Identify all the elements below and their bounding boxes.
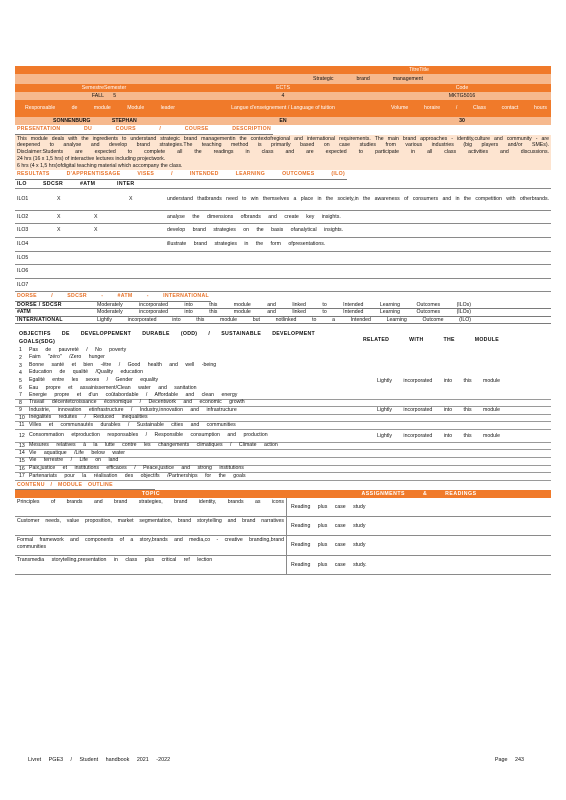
course-title: Strategic brand management bbox=[313, 76, 423, 82]
ilo-inter: X bbox=[129, 196, 133, 202]
outline-assign-label: ASSIGNMENTS & READINGS bbox=[361, 490, 477, 497]
sdg-number: 10 bbox=[19, 414, 25, 421]
presentation-body: This module deals with the ingredients to understand strategic brand managementin the contextofregional and international requirements. The main brand approaches - identity,culture and community - are deepened to analyse and develop brand strategies.The teaching method is primarily based on case studies from various industries (big players and/or SMEs). bbox=[17, 135, 549, 149]
sdg-goal-text: Vie terrestre / Life on land bbox=[29, 457, 119, 464]
sdg-item bbox=[15, 354, 551, 362]
sdg-number: 7 bbox=[19, 392, 22, 399]
sdg-goal-text: Pas de pauvreté / No poverty bbox=[29, 346, 127, 353]
sdg-number: 5 bbox=[19, 377, 22, 384]
semester-values-row bbox=[15, 92, 551, 100]
ilo-atm: X bbox=[94, 227, 98, 234]
ilo-id: ILO7 bbox=[17, 281, 29, 288]
sdg-goal-text: Industrie, innovation etinfrastructure / Industry,innovation and infrastructure bbox=[29, 406, 237, 413]
sdg-number: 12 bbox=[19, 432, 25, 439]
ilo-row bbox=[15, 224, 551, 238]
ilo-col-id: ILO bbox=[17, 180, 27, 187]
sdg-goal-text: Education de qualité /Quality education bbox=[29, 369, 143, 376]
semester-labels-row bbox=[15, 84, 551, 92]
sdg-goal-text: Travail décentetcroissance économique / Decentwork and economic growth bbox=[29, 399, 245, 406]
sdg-goal-text: Faim "zéro" /Zero hunger bbox=[29, 354, 105, 361]
ilo-atm: X bbox=[94, 213, 98, 220]
sdg-number: 3 bbox=[19, 362, 22, 369]
dorse-row bbox=[15, 309, 551, 317]
dorse-table bbox=[15, 302, 551, 325]
ilo-id: ILO6 bbox=[17, 268, 29, 275]
ilo-heading: RESULTATS D'APPRENTISSAGE VISES / INTENDED LEARNING OUTCOMES (ILO) bbox=[15, 170, 347, 180]
ilo-table bbox=[15, 189, 551, 293]
outline-topic-label: TOPIC bbox=[141, 490, 161, 497]
sdg-item bbox=[15, 422, 551, 430]
volume-value: 30 bbox=[459, 117, 465, 124]
dorse-text: Lightly incorporated into this module but notlinked to a Intended Learning Outcome (ILO) bbox=[97, 316, 471, 323]
sdg-item bbox=[15, 370, 551, 378]
ilo-header-row bbox=[15, 180, 551, 189]
presentation-disclaimer: Disclaimer:Students are expected to complete all the readings in class and are expected to participate in all class activities and discussions. bbox=[17, 149, 549, 155]
ilo-text: illustrate brand strategies in the form ofpresentations. bbox=[167, 240, 326, 247]
ilo-text: develop brand strategies on the basis ofanalytical insights. bbox=[167, 227, 344, 234]
language-label: Langue d'enseignement / Language of tuition bbox=[231, 104, 335, 111]
ilo-row bbox=[15, 265, 551, 279]
sdg-number: 16 bbox=[19, 465, 25, 472]
outline-assign: Reading plus case study bbox=[291, 503, 366, 510]
sdg-goal-text: Energie propre et d'un coûtabordable / Affordable and clean energy bbox=[29, 391, 238, 398]
sdg-header-row bbox=[15, 331, 551, 347]
code-value: MKTG5016 bbox=[448, 92, 476, 99]
sdg-relation: Lightly incorporated into this module bbox=[377, 407, 501, 414]
language-value: EN bbox=[279, 117, 287, 124]
ilo-sdcsr: X bbox=[57, 196, 61, 202]
ilo-row bbox=[15, 252, 551, 266]
sdg-item bbox=[15, 430, 551, 443]
sdg-list bbox=[15, 347, 551, 481]
title-label: TitreTitle bbox=[409, 66, 429, 73]
outline-row bbox=[15, 536, 551, 556]
outline-assign: Reading plus case study. bbox=[291, 561, 367, 568]
responsible-values-row bbox=[15, 117, 551, 125]
ilo-col-sdcsr: SDCSR bbox=[43, 180, 64, 187]
ilo-row bbox=[15, 238, 551, 252]
outline-header-row bbox=[15, 490, 551, 498]
dorse-text: Moderately incorporated into this module and linked to Intended Learning Outcomes (ILOs) bbox=[97, 309, 471, 316]
responsible-value: SONNENBURG STEPHAN bbox=[53, 117, 137, 124]
sdg-number: 1 bbox=[19, 347, 22, 354]
sdg-relation: Lightly incorporated into this module bbox=[377, 432, 501, 439]
ects-value: 4 bbox=[281, 92, 285, 99]
ilo-id: ILO5 bbox=[17, 254, 29, 261]
sdg-goal-text: Eau propre et assainissement/Clean water and sanitation bbox=[29, 384, 197, 391]
ilo-text: understand thatbrands need to win themselves a place in the society,in the awareness of consumers and in the competition with otherbrands. bbox=[167, 196, 549, 202]
outline-heading: CONTENU / MODULE OUTLINE bbox=[15, 481, 155, 491]
sdg-item bbox=[15, 347, 551, 355]
sdg-number: 13 bbox=[19, 442, 25, 449]
sdg-number: 11 bbox=[19, 422, 25, 429]
outline-assign: Reading plus case study bbox=[291, 522, 366, 529]
sdg-relation: Lightly incorporated into this module bbox=[377, 377, 501, 384]
sdg-item bbox=[15, 377, 551, 385]
responsible-labels-row bbox=[15, 100, 551, 117]
ilo-row bbox=[15, 211, 551, 225]
ilo-sdcsr: X bbox=[57, 213, 61, 220]
dorse-row bbox=[15, 317, 551, 325]
sdg-goal-text: Egalité entre les sexes / Gender equality bbox=[29, 377, 159, 383]
sdg-number: 15 bbox=[19, 458, 25, 465]
presentation-block bbox=[15, 135, 551, 171]
sdg-item bbox=[15, 473, 551, 481]
dorse-row bbox=[15, 302, 551, 310]
sdg-number: 2 bbox=[19, 354, 22, 361]
page-footer bbox=[28, 757, 524, 764]
sdg-number: 17 bbox=[19, 473, 25, 480]
sdg-related-heading: RELATED WITH THE MODULE bbox=[363, 336, 499, 343]
outline-row bbox=[15, 556, 551, 575]
title-label-row bbox=[15, 66, 551, 74]
presentation-hours-1: 24 hrs (16 x 1,5 hrs) of interactive lectures including projectwork. bbox=[17, 155, 166, 162]
outline-table bbox=[15, 498, 551, 575]
sdg-goal-text: Paix,justice et institutions efficaces / Peace,justice and strong institutions bbox=[29, 464, 244, 471]
dorse-heading: DORSE / SDCSR - #ATM - INTERNATIONAL bbox=[15, 292, 211, 302]
sdg-heading: OBJECTIFS DE DEVELOPPEMENT DURABLE (ODD) / SUSTAINABLE DEVELOPMENT GOALS(SDG) bbox=[19, 331, 315, 346]
volume-label: Volume horaire / Class contact hours bbox=[391, 105, 547, 111]
outline-topic: Principles of brands and brand strategies, brand identity, brands as icons bbox=[15, 498, 287, 516]
sdg-goal-text: Mesures relatives à la lutte contre les changements climatiques / Climate action bbox=[29, 442, 278, 449]
outline-row bbox=[15, 498, 551, 517]
presentation-hours-2: 6 hrs (4 x 1,5 hrs)ofdigital teaching material which accompany the class. bbox=[17, 162, 183, 169]
sdg-goal-text: Bonne santé et bien -être / Good health and well -being bbox=[29, 361, 217, 368]
sdg-goal-text: Partenariats pour la réalisation des objectifs /Partnerships for the goals bbox=[29, 472, 246, 479]
footer-handbook: Livret PGE3 / Student handbook 2021 -2022 bbox=[28, 757, 171, 763]
ects-label: ECTS bbox=[276, 84, 290, 91]
semester-value: FALL 5 bbox=[91, 92, 117, 99]
ilo-sdcsr: X bbox=[57, 227, 61, 234]
sdg-number: 6 bbox=[19, 385, 22, 392]
outline-assign: Reading plus case study bbox=[291, 542, 366, 549]
dorse-label: #ATM bbox=[17, 309, 31, 316]
ilo-row bbox=[15, 189, 551, 211]
footer-page-number: Page 243 bbox=[494, 757, 524, 763]
ilo-col-atm: #ATM bbox=[80, 180, 96, 187]
course-title-row bbox=[15, 74, 551, 84]
outline-topic: Transmedia storytelling,presentation in class plus critical ref lection bbox=[15, 556, 287, 574]
ilo-text: analyse the dimensions ofbrands and create key insights. bbox=[167, 213, 341, 220]
course-sheet bbox=[15, 66, 551, 575]
dorse-label: INTERNATIONAL bbox=[17, 316, 63, 323]
outline-topic: Formal framework and components of a story,brands and media,co - creative branding,brand communities bbox=[15, 536, 287, 555]
sdg-number: 4 bbox=[19, 370, 22, 377]
sdg-item bbox=[15, 362, 551, 370]
sdg-item bbox=[15, 466, 551, 474]
sdg-number: 14 bbox=[19, 450, 25, 457]
sdg-number: 9 bbox=[19, 407, 22, 414]
ilo-col-inter: INTER bbox=[117, 180, 135, 187]
ilo-id: ILO2 bbox=[17, 213, 29, 220]
sdg-goal-text: Consommation etproduction responsables / Responsible consumption and production bbox=[29, 432, 268, 439]
ilo-id: ILO3 bbox=[17, 227, 29, 234]
semester-label: SemestreSemester bbox=[81, 84, 127, 91]
ilo-row bbox=[15, 279, 551, 293]
sdg-goal-text: Vie aquatique /Life below water bbox=[29, 449, 126, 456]
sdg-goal-text: Inégalités reduites / Reduced inequalities bbox=[29, 414, 148, 421]
sdg-number: 8 bbox=[19, 399, 22, 406]
presentation-heading: PRESENTATION DU COURS / COURSE DESCRIPTION bbox=[15, 125, 273, 135]
responsible-label: Responsable de module Module leader bbox=[25, 105, 175, 111]
ilo-id: ILO1 bbox=[17, 196, 29, 202]
ilo-id: ILO4 bbox=[17, 240, 29, 247]
outline-topic: Customer needs, value proposition, market segmentation, brand storytelling and brand narratives bbox=[15, 517, 287, 535]
code-label: Code bbox=[455, 84, 469, 91]
dorse-label: DORSE / SDCSR bbox=[17, 301, 62, 308]
outline-row bbox=[15, 517, 551, 536]
sdg-goal-text: Villes et communautés durables / Sustainable cities and communities bbox=[29, 421, 236, 428]
dorse-text: Moderately incorporated into this module and linked to Intended Learning Outcomes (ILOs) bbox=[97, 301, 471, 308]
